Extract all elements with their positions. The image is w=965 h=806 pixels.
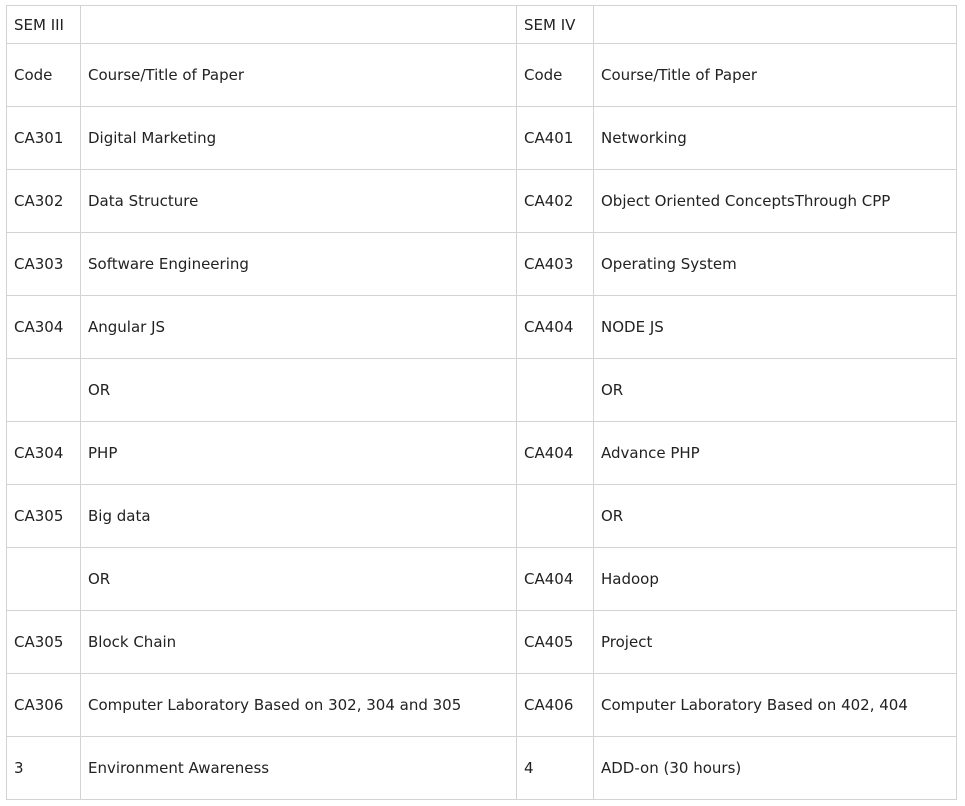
sem3-code-cell: CA306 (7, 674, 81, 737)
course-table-container (6, 5, 957, 800)
sem4-title-cell: NODE JS (594, 296, 957, 359)
sem3-title-cell: Block Chain (81, 611, 517, 674)
sem3-title-cell: Computer Laboratory Based on 302, 304 and 305 (81, 674, 517, 737)
sem3-code-cell: CA302 (7, 170, 81, 233)
sem3-code-cell: CA305 (7, 611, 81, 674)
sem4-title-cell: Computer Laboratory Based on 402, 404 (594, 674, 957, 737)
sem4-title-cell: Object Oriented ConceptsThrough CPP (594, 170, 957, 233)
table-row (7, 422, 957, 485)
sem4-code-cell (517, 359, 594, 422)
sem3-code-cell: CA303 (7, 233, 81, 296)
sem4-code-header: Code (517, 44, 594, 107)
sem3-title-cell: OR (81, 548, 517, 611)
table-row (7, 359, 957, 422)
sem3-code-cell: CA304 (7, 296, 81, 359)
sem4-title-header: Course/Title of Paper (594, 44, 957, 107)
sem3-code-cell (7, 548, 81, 611)
sem4-code-cell: CA402 (517, 170, 594, 233)
sem4-title-cell: Operating System (594, 233, 957, 296)
course-table (6, 5, 957, 800)
sem4-code-cell (517, 485, 594, 548)
table-row (7, 548, 957, 611)
sem4-code-cell: CA405 (517, 611, 594, 674)
sem3-code-cell: CA304 (7, 422, 81, 485)
sem3-title-cell: Environment Awareness (81, 737, 517, 800)
table-row (7, 737, 957, 800)
sem3-code-cell: 3 (7, 737, 81, 800)
table-row (7, 611, 957, 674)
sem3-header-cell: SEM III (7, 6, 81, 44)
table-row (7, 107, 957, 170)
table-row (7, 170, 957, 233)
sem3-title-cell: Big data (81, 485, 517, 548)
sem3-header-blank-cell (81, 6, 517, 44)
sem3-code-cell: CA301 (7, 107, 81, 170)
sem3-code-cell: CA305 (7, 485, 81, 548)
sem3-title-cell: OR (81, 359, 517, 422)
sem4-code-cell: CA403 (517, 233, 594, 296)
sem4-title-cell: Hadoop (594, 548, 957, 611)
sem3-code-cell (7, 359, 81, 422)
sem4-title-cell: Networking (594, 107, 957, 170)
sem4-title-cell: OR (594, 359, 957, 422)
semester-header-row (7, 6, 957, 44)
sem3-title-cell: Software Engineering (81, 233, 517, 296)
sem3-title-cell: PHP (81, 422, 517, 485)
sem4-title-cell: OR (594, 485, 957, 548)
sem4-header-cell: SEM IV (517, 6, 594, 44)
sem4-code-cell: CA406 (517, 674, 594, 737)
table-row (7, 485, 957, 548)
sem4-code-cell: CA404 (517, 548, 594, 611)
sem4-header-blank-cell (594, 6, 957, 44)
table-row (7, 296, 957, 359)
sem4-title-cell: Project (594, 611, 957, 674)
sem4-code-cell: CA404 (517, 422, 594, 485)
sem3-title-cell: Angular JS (81, 296, 517, 359)
sem4-code-cell: 4 (517, 737, 594, 800)
sem3-code-header: Code (7, 44, 81, 107)
sem4-title-cell: ADD-on (30 hours) (594, 737, 957, 800)
sem3-title-header: Course/Title of Paper (81, 44, 517, 107)
table-row (7, 233, 957, 296)
sem3-title-cell: Data Structure (81, 170, 517, 233)
sem4-code-cell: CA404 (517, 296, 594, 359)
sem4-title-cell: Advance PHP (594, 422, 957, 485)
table-row (7, 674, 957, 737)
column-header-row (7, 44, 957, 107)
sem3-title-cell: Digital Marketing (81, 107, 517, 170)
sem4-code-cell: CA401 (517, 107, 594, 170)
